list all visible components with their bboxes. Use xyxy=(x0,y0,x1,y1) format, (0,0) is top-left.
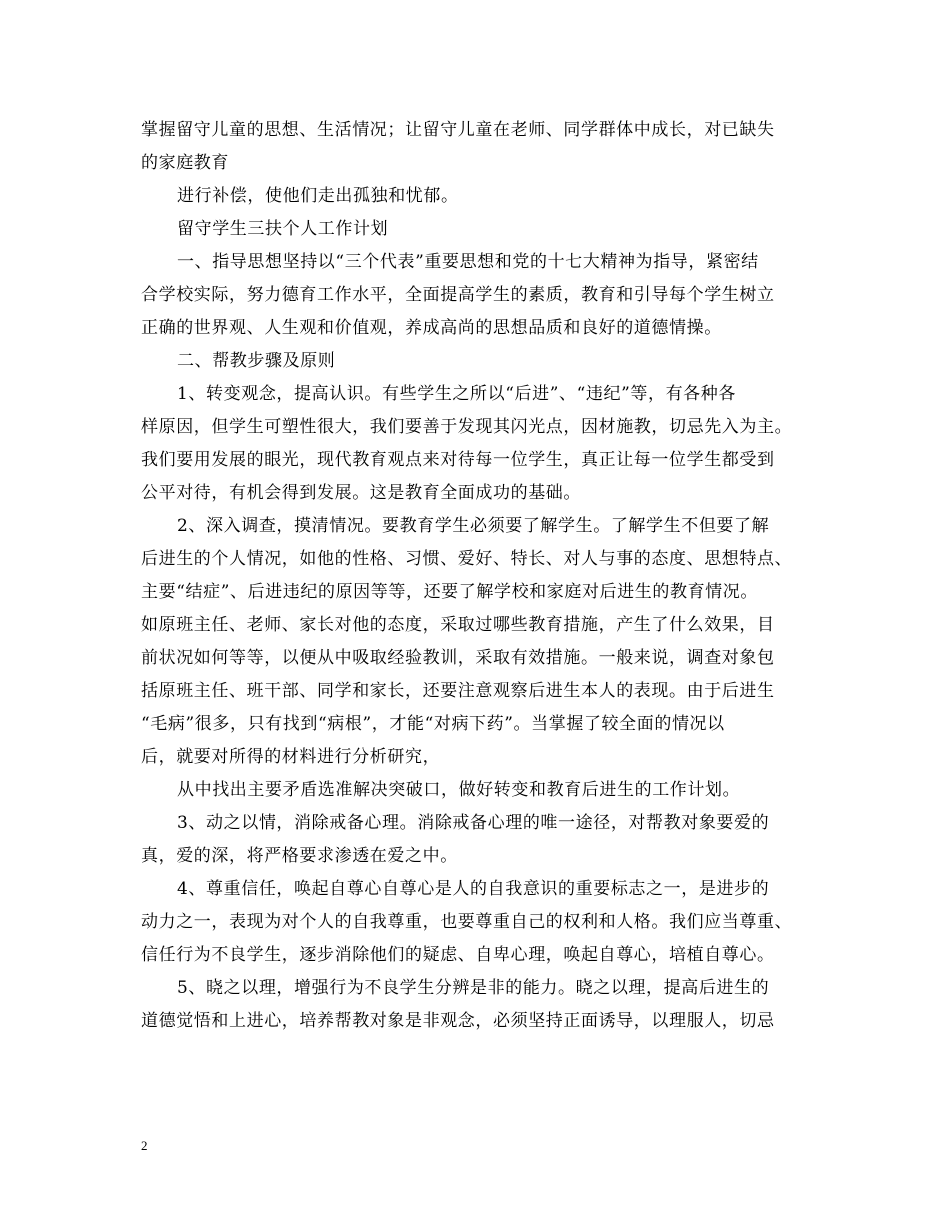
text-line: 合学校实际，努力德育工作水平，全面提高学生的素质，教育和引导每个学生树立 xyxy=(141,285,775,305)
text-line: 一、指导思想坚持以“三个代表”重要思想和党的十七大精神为指导，紧密结 xyxy=(177,252,759,272)
text-line: 1、转变观念，提高认识。有些学生之所以“后进”、“违纪”等，有各种各 xyxy=(177,384,736,404)
text-line: 动力之一，表现为对个人的自我尊重，也要尊重自己的权利和人格。我们应当尊重、 xyxy=(141,912,793,932)
text-line: 前状况如何等等，以便从中吸取经验教训，采取有效措施。一般来说，调查对象包 xyxy=(141,648,775,668)
text-line: 4、尊重信任，唤起自尊心自尊心是人的自我意识的重要标志之一，是进步的 xyxy=(177,879,770,899)
document-body xyxy=(141,114,811,1038)
text-line: 如原班主任、老师、家长对他的态度，采取过哪些教育措施，产生了什么效果，目 xyxy=(141,615,775,635)
text-line: 样原因，但学生可塑性很大，我们要善于发现其闪光点，因材施教，切忌先入为主。 xyxy=(141,417,793,437)
text-line: 留守学生三扶个人工作计划 xyxy=(177,219,389,239)
text-line: 公平对待，有机会得到发展。这是教育全面成功的基础。 xyxy=(141,483,581,503)
text-line: 后，就要对所得的材料进行分析研究， xyxy=(141,747,441,767)
text-line: 主要“结症”、后进违纪的原因等等，还要了解学校和家庭对后进生的教育情况。 xyxy=(141,582,758,602)
text-line: 道德觉悟和上进心，培养帮教对象是非观念，必须坚持正面诱导，以理服人，切忌 xyxy=(141,1011,775,1031)
text-line: 后进生的个人情况，如他的性格、习惯、爱好、特长、对人与事的态度、思想特点、 xyxy=(141,549,793,569)
text-line: 5、晓之以理，增强行为不良学生分辨是非的能力。晓之以理，提高后进生的 xyxy=(177,978,770,998)
text-line: 真，爱的深，将严格要求渗透在爱之中。 xyxy=(141,846,458,866)
text-line: 我们要用发展的眼光，现代教育观点来对待每一位学生，真正让每一位学生都受到 xyxy=(141,450,775,470)
text-line: 掌握留守儿童的思想、生活情况；让留守儿童在老师、同学群体中成长，对已缺失 xyxy=(141,120,775,140)
text-line: 进行补偿，使他们走出孤独和忧郁。 xyxy=(177,186,459,206)
text-line: 从中找出主要矛盾选准解决突破口，做好转变和教育后进生的工作计划。 xyxy=(177,780,741,800)
text-line: 二、帮教步骤及原则 xyxy=(177,351,336,371)
text-line: 信任行为不良学生，逐步消除他们的疑虑、自卑心理，唤起自尊心，培植自尊心。 xyxy=(141,945,775,965)
text-line: 的家庭教育 xyxy=(141,153,229,173)
page-number: 2 xyxy=(141,1138,148,1153)
text-line: 3、动之以情，消除戒备心理。消除戒备心理的唯一途径，对帮教对象要爱的 xyxy=(177,813,770,833)
text-line: 2、深入调查，摸清情况。要教育学生必须要了解学生。了解学生不但要了解 xyxy=(177,516,770,536)
text-line: 括原班主任、班干部、同学和家长，还要注意观察后进生本人的表现。由于后进生 xyxy=(141,681,775,701)
text-line: 正确的世界观、人生观和价值观，养成高尚的思想品质和良好的道德情操。 xyxy=(141,318,722,338)
text-line: “毛病”很多，只有找到“病根”，才能“对病下药”。当掌握了较全面的情况以 xyxy=(141,714,725,734)
